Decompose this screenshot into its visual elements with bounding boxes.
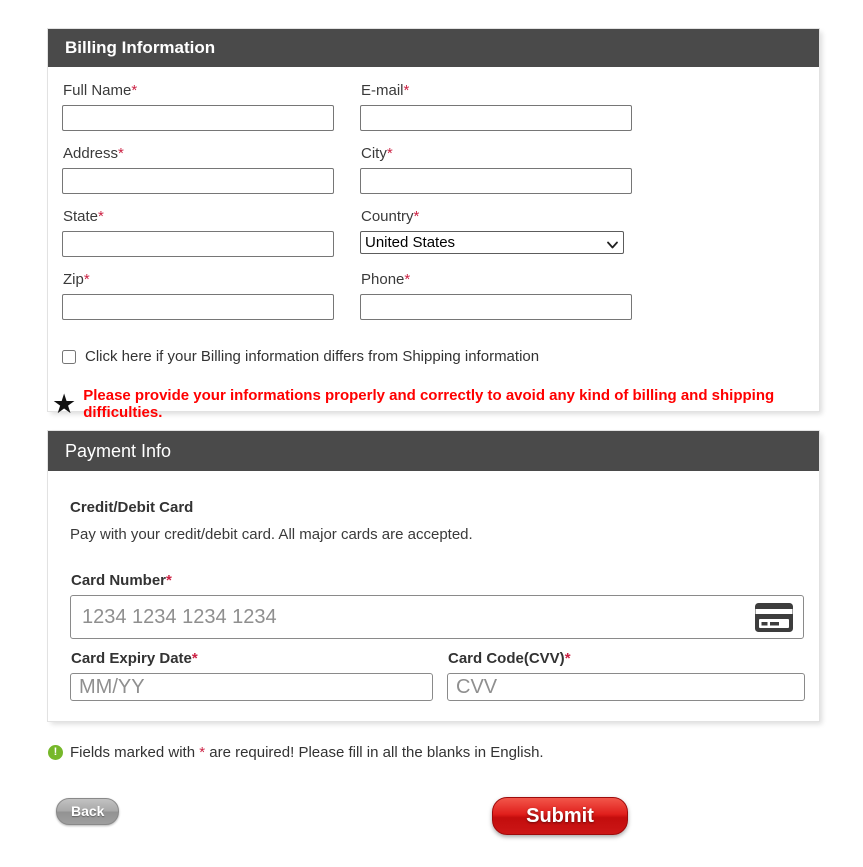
required-asterisk: * (191, 650, 198, 667)
billing-warning-text: Please provide your informations properly and correctly to avoid any kind of billing and shipping difficulties. (83, 387, 775, 421)
required-fields-note (48, 744, 544, 761)
submit-button[interactable]: Submit (492, 797, 628, 835)
billing-information-panel (47, 28, 820, 421)
field-email (360, 75, 632, 131)
phone-label: Phone* (361, 271, 411, 288)
address-input[interactable] (62, 168, 334, 194)
field-phone (360, 264, 632, 320)
required-asterisk: * (98, 208, 104, 225)
state-label: State* (63, 208, 104, 225)
card-number-label: Card Number* (71, 572, 172, 589)
required-asterisk: * (166, 572, 172, 589)
full-name-label: Full Name* (63, 82, 138, 99)
payment-form (48, 471, 819, 701)
card-expiry-input[interactable] (70, 673, 433, 701)
phone-input[interactable] (360, 294, 632, 320)
full-name-input[interactable] (62, 105, 334, 131)
card-expiry-label: Card Expiry Date* (71, 650, 198, 667)
address-label: Address* (63, 145, 124, 162)
info-icon: ! (48, 745, 63, 760)
country-select[interactable] (360, 231, 624, 254)
field-city (360, 138, 632, 194)
required-asterisk: * (83, 271, 90, 288)
required-asterisk: * (199, 744, 206, 761)
city-input[interactable] (360, 168, 632, 194)
required-asterisk: * (131, 82, 138, 99)
billing-differs-label: Click here if your Billing information differs from Shipping information (85, 348, 540, 365)
required-asterisk: * (403, 82, 410, 99)
field-full-name (62, 75, 334, 131)
star-icon: ★ (52, 389, 77, 419)
field-state (62, 201, 334, 257)
state-input[interactable] (62, 231, 334, 257)
billing-form (48, 67, 819, 421)
payment-method-description: Pay with your credit/debit card. All major cards are accepted. (70, 526, 473, 543)
card-cvv-label: Card Code(CVV)* (448, 650, 571, 667)
billing-panel-header (48, 29, 819, 67)
country-label: Country* (361, 208, 420, 225)
payment-info-panel (47, 430, 820, 722)
field-card-expiry (70, 650, 433, 701)
billing-differs-checkbox[interactable] (62, 350, 76, 364)
required-asterisk: * (564, 650, 571, 667)
credit-card-icon (755, 603, 793, 632)
required-asterisk: * (386, 145, 393, 162)
field-country (360, 201, 632, 257)
zip-label: Zip* (63, 271, 90, 288)
billing-differs-row (62, 348, 819, 365)
payment-method-title: Credit/Debit Card (70, 499, 194, 516)
field-card-cvv (447, 650, 805, 701)
billing-warning (52, 387, 819, 421)
payment-panel-header (48, 431, 819, 471)
field-zip (62, 264, 334, 320)
required-asterisk: * (118, 145, 124, 162)
email-input[interactable] (360, 105, 632, 131)
note-text: Fields marked with * are required! Please fill in all the blanks in English. (70, 744, 544, 761)
billing-panel-title: Billing Information (65, 38, 216, 57)
required-asterisk: * (413, 208, 420, 225)
city-label: City* (361, 145, 393, 162)
card-number-input[interactable] (70, 595, 804, 639)
email-label: E-mail* (361, 82, 410, 99)
field-address (62, 138, 334, 194)
card-cvv-input[interactable] (447, 673, 805, 701)
required-asterisk: * (404, 271, 411, 288)
zip-input[interactable] (62, 294, 334, 320)
back-button[interactable]: Back (56, 798, 119, 825)
payment-panel-title: Payment Info (65, 440, 172, 461)
